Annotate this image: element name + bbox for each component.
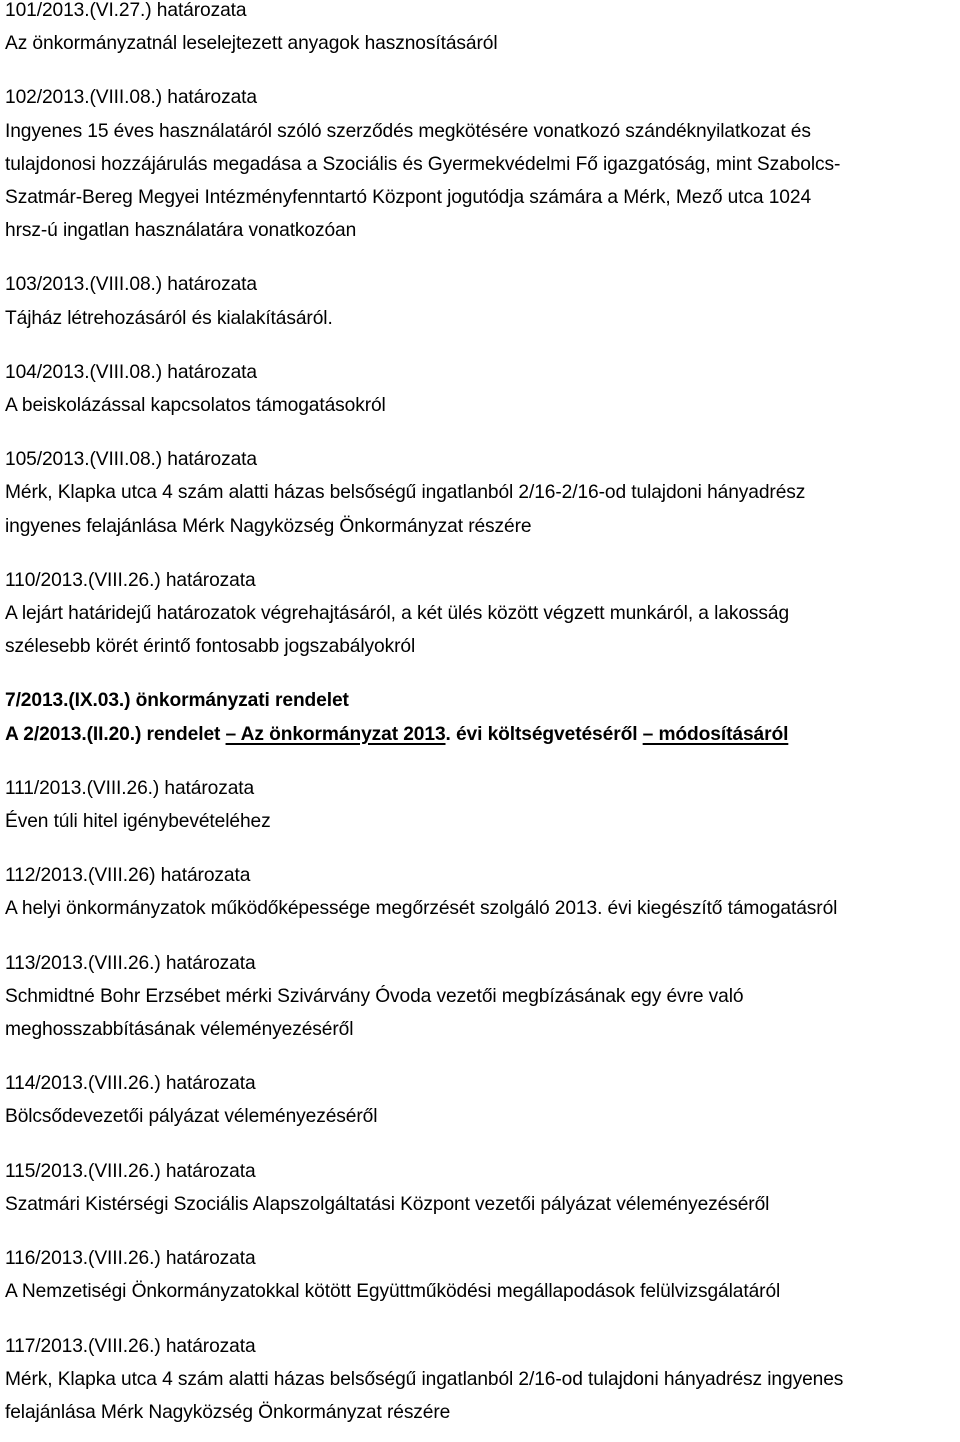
resolution-number: 112/2013.(VIII.26) határozata [5,865,251,887]
resolution-number: 102/2013.(VIII.08.) határozata [5,87,257,109]
resolution-title-line: A beiskolázással kapcsolatos támogatásokról [5,395,386,417]
regulation-prefix: A 2/2013.(II.20.) rendelet [5,723,221,745]
resolution-title-line: hrsz-ú ingatlan használatára vonatkozóan [5,220,357,242]
resolution-title-line: Az önkormányzatnál leselejtezett anyagok hasznosításáról [5,33,498,55]
resolution-entry [5,356,960,422]
resolution-entry [5,1155,960,1221]
resolution-number: 115/2013.(VIII.26.) határozata [5,1160,256,1182]
resolution-number: 105/2013.(VIII.08.) határozata [5,449,257,471]
resolution-entry [5,564,960,664]
resolution-title-line: A helyi önkormányzatok működőképessége megőrzését szolgáló 2013. évi kiegészítő támogatásról [5,898,838,920]
resolution-title-line: Schmidtné Bohr Erzsébet mérki Szivárvány Óvoda vezetői megbízásának egy évre való [5,985,744,1007]
resolution-number: 111/2013.(VIII.26.) határozata [5,777,255,799]
regulation-title: 7/2013.(IX.03.) önkormányzati rendelet [5,690,349,712]
resolution-title-line: Bölcsődevezetői pályázat véleményezéséről [5,1106,378,1128]
resolution-number: 117/2013.(VIII.26.) határozata [5,1335,256,1357]
resolution-entry [5,81,960,247]
resolution-title-line: Szatmári Kistérségi Szociális Alapszolgáltatási Központ vezetői pályázat véleményezéséről [5,1193,770,1215]
resolution-number: 101/2013.(VI.27.) határozata [5,0,247,21]
regulation-entry [5,684,960,750]
resolution-entry [5,268,960,334]
resolution-title-line: A lejárt határidejű határozatok végrehajtásáról, a két ülés között végzett munkáról, a lakosság [5,603,790,625]
resolution-number: 110/2013.(VIII.26.) határozata [5,569,256,591]
resolution-title-line: tulajdonosi hozzájárulás megadása a Szociális és Gyermekvédelmi Fő igazgatóság, mint Szabolcs- [5,153,841,175]
resolution-title-line: Szatmár-Bereg Megyei Intézményfenntartó Központ jogutódja számára a Mérk, Mező utca 1024 [5,187,812,209]
resolution-number: 104/2013.(VIII.08.) határozata [5,361,257,383]
resolution-entry [5,947,960,1047]
resolution-title-line: Éven túli hitel igénybevételéhez [5,811,271,833]
resolution-entry [5,772,960,838]
resolution-entry [5,1330,960,1430]
resolution-number: 103/2013.(VIII.08.) határozata [5,274,257,296]
regulation-underlined-part: – Az önkormányzat 2013 [225,723,446,745]
resolution-title-line: Ingyenes 15 éves használatáról szóló szerződés megkötésére vonatkozó szándéknyilatkozat és [5,120,811,142]
regulation-subtitle [5,718,960,751]
resolution-entry [5,859,960,925]
resolution-entry [5,443,960,543]
resolution-entry [5,0,960,60]
resolution-entry [5,1067,960,1133]
document-page [5,0,960,1429]
resolution-title-line: Mérk, Klapka utca 4 szám alatti házas belsőségű ingatlanból 2/16-2/16-od tulajdoni hányadrész [5,482,806,504]
resolution-title-line: meghosszabbításának véleményezéséről [5,1019,354,1041]
resolution-title-line: Tájház létrehozásáról és kialakításáról. [5,307,333,329]
resolution-entry [5,1242,960,1308]
resolution-title-line: Mérk, Klapka utca 4 szám alatti házas belsőségű ingatlanból 2/16-od tulajdoni hányadrész ingyenes [5,1368,844,1390]
regulation-underlined-part: – módosításáról [642,723,789,745]
resolution-title-line: felajánlása Mérk Nagyközség Önkormányzat részére [5,1401,451,1423]
resolution-title-line: ingyenes felajánlása Mérk Nagyközség Önkormányzat részére [5,515,532,537]
regulation-middle: . évi költségvetéséről [445,723,638,745]
resolution-number: 116/2013.(VIII.26.) határozata [5,1248,256,1270]
resolution-number: 113/2013.(VIII.26.) határozata [5,952,256,974]
resolution-title-line: A Nemzetiségi Önkormányzatokkal kötött Együttműködési megállapodások felülvizsgálatáról [5,1281,781,1303]
resolution-title-line: szélesebb körét érintő fontosabb jogszabályokról [5,636,416,658]
resolution-number: 114/2013.(VIII.26.) határozata [5,1073,256,1095]
